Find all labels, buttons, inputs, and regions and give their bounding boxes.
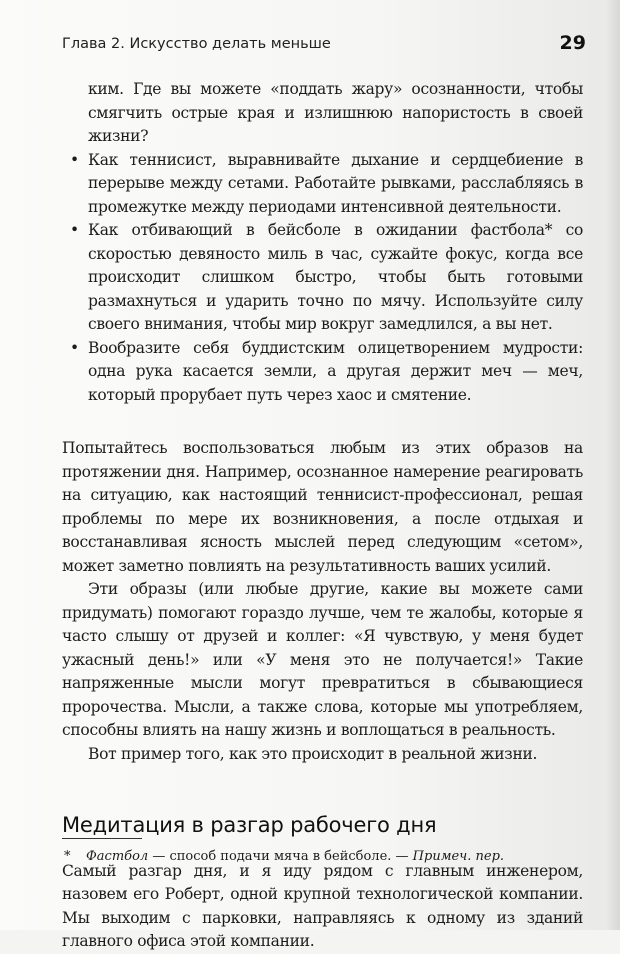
spacer [62, 407, 583, 437]
bullet-glyph: • [70, 221, 79, 239]
bullet-text: ким. Где вы можете «поддать жару» осознанности, чтобы смягчить острые края и излишнюю напористость в своей жизни? [88, 80, 583, 145]
body-paragraph: Попытайтесь воспользоваться любым из этих образов на протяжении дня. Например, осознанное намерение реагировать на ситуацию, как настоящий теннисист-профессионал, решая проблемы по мере их возникновения, а после отдыхая и восстанавливая ясность мыслей перед следующим «сетом», может заметно повлиять на результативность ваших усилий. [62, 439, 583, 575]
footnote-definition: — способ подачи мяча в бейсболе. — [148, 849, 413, 864]
footnote-marker: * [64, 849, 71, 864]
bullet-glyph: • [70, 150, 79, 169]
bullet-item [62, 337, 583, 408]
footnote [64, 848, 566, 866]
body-paragraph: Эти образы (или любые другие, какие вы можете сами придумать) помогают гораздо лучше, чем те жалобы, которые я часто слышу от друзей и коллег: «Я чувствую, у меня будет ужасный день!» или «У меня это не получается!» Такие напряженные мысли могут превратиться в сбывающиеся пророчества. Мысли, а также слова, которые мы употребляем, способны влиять на нашу жизнь и воплощаться в реальность. [62, 580, 583, 739]
page-edge-shadow [606, 0, 620, 930]
bullet-text: Как отбивающий в бейсболе в ожидании фастбола* со скоростью девяносто миль в час, сужайте фокус, когда все происходит слишком быстро, чтобы быть готовыми размахнуться и ударить точно по мячу. Используйте силу своего внимания, чтобы мир вокруг замедлился, а вы нет. [88, 221, 583, 333]
bullet-glyph: • [70, 338, 79, 357]
bullet-text: Как теннисист, выравнивайте дыхание и сердцебиение в перерыве между сетами. Работайте рывками, расслабляясь в промежутке между периодами интенсивной деятельности. [88, 150, 583, 216]
section-paragraph: Самый разгар дня, и я иду рядом с главным инженером, назовем его Роберт, одной крупной технологической компании. Мы выходим с парковки, направляясь к одному из зданий главного офиса этой компании. [62, 861, 583, 950]
bullet-list [62, 78, 583, 407]
page-number: 29 [559, 32, 586, 54]
running-head: Глава 2. Искусство делать меньше [62, 36, 331, 52]
footnote-term: Фастбол [86, 849, 149, 864]
footnote-attribution: Примеч. пер. [412, 849, 505, 864]
bullet-item-continued [62, 78, 583, 149]
bullet-item [62, 219, 583, 337]
bullet-item [62, 149, 583, 220]
body-paragraph: Вот пример того, как это происходит в реальной жизни. [88, 744, 538, 763]
bullet-text: Вообразите себя буддистским олицетворением мудрости: одна рука касается земли, а другая держит меч — меч, который прорубает путь через хаос и смятение. [88, 338, 583, 404]
page-content [62, 78, 583, 954]
section-heading: Медитация в разгар рабочего дня [62, 813, 437, 837]
footnote-divider [62, 838, 142, 839]
